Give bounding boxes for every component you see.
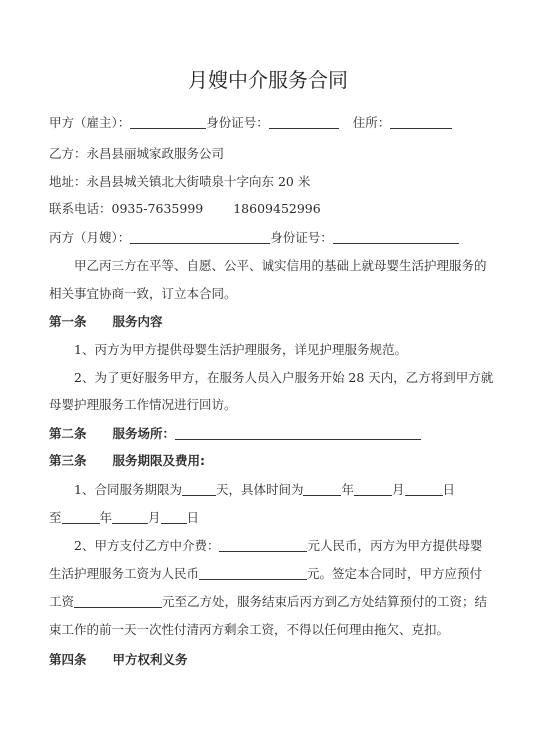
article-4-heading: [49, 652, 188, 668]
article-2-title: 服务场所：: [112, 426, 176, 441]
article-3-item-1-line-2: [49, 510, 199, 526]
party-a-address-label: 住所：: [352, 115, 391, 130]
party-b-address: 地址：永昌县城关镇北大街啧泉十字向东 20 米: [49, 174, 311, 189]
agency-fee-text-b: 元人民币，丙方为甲方提供母婴: [307, 538, 483, 553]
term-days-blank: [182, 482, 216, 496]
end-day-text: 日: [186, 510, 200, 525]
party-a-id-blank: [269, 115, 339, 129]
party-b-phone-line: [49, 201, 321, 217]
phone-number-2: 18609452996: [233, 201, 321, 216]
start-month-blank: [354, 482, 392, 496]
party-a-address-blank: [390, 115, 452, 129]
party-a-name-blank: [130, 115, 206, 129]
end-month-text: 月: [148, 510, 161, 525]
agency-fee-blank: [219, 538, 307, 552]
party-c-id-blank: [333, 230, 459, 244]
article-3-title: 服务期限及费用:: [112, 453, 206, 468]
article-4-title: 甲方权利义务: [112, 652, 188, 667]
end-month-blank: [112, 510, 148, 524]
article-2-number: 第二条: [49, 426, 87, 441]
term-text-b: 天，具体时间为: [215, 482, 304, 497]
end-year-blank: [62, 510, 100, 524]
intro-line-1: 甲乙丙三方在平等、自愿、公平、诚实信用的基础上就母婴生活护理服务的: [74, 258, 487, 273]
article-1-title: 服务内容: [112, 314, 163, 329]
party-c-label: 丙方（月嫂）：: [49, 230, 131, 245]
wage-blank: [199, 566, 307, 580]
article-1-item-2-line-1: 2、为了更好服务甲方，在服务人员入户服务开始 28 天内，乙方将到甲方就: [74, 370, 494, 385]
year-text: 年: [341, 482, 354, 497]
prepay-text: 工资: [49, 594, 75, 609]
end-day-blank: [161, 510, 187, 524]
article-2-heading: [49, 426, 421, 442]
end-year-text: 年: [99, 510, 113, 525]
article-3-item-1-line-1: [74, 482, 455, 498]
article-3-heading: [49, 453, 205, 469]
intro-line-2: 相关事宜协商一致，订立本合同。: [49, 286, 237, 301]
to-text: 至: [49, 510, 62, 525]
party-b-name: 乙方：永昌县丽城家政服务公司: [49, 146, 225, 161]
agency-fee-text: 2、甲方支付乙方中介费：: [74, 538, 220, 553]
prepay-blank: [74, 594, 162, 608]
wage-text: 生活护理服务工资为人民币: [49, 566, 200, 581]
article-3-item-2-line-4: 束工作的前一天一次性付清丙方剩余工资，不得以任何理由拖欠、克扣。: [49, 622, 450, 637]
party-a-label: 甲方（雇主）：: [49, 115, 131, 130]
term-text-a: 1、合同服务期限为: [74, 482, 182, 497]
party-a-line: [49, 115, 452, 131]
party-c-name-blank: [130, 230, 270, 244]
wage-text-b: 元。签定本合同时，甲方应预付: [307, 566, 483, 581]
start-year-blank: [303, 482, 341, 496]
party-a-id-label: 身份证号：: [206, 115, 269, 130]
party-c-line: [49, 230, 459, 246]
prepay-text-b: 元至乙方处，服务结束后丙方到乙方处结算预付的工资；结: [162, 594, 488, 609]
phone-label: 联系电话：: [49, 201, 112, 216]
phone-number-1: 0935-7635999: [111, 201, 204, 216]
article-1-number: 第一条: [49, 314, 87, 329]
document-title: 月嫂中介服务合同: [188, 68, 348, 92]
article-3-number: 第三条: [49, 453, 87, 468]
day-text: 日: [442, 482, 456, 497]
party-c-id-label: 身份证号：: [270, 230, 333, 245]
article-4-number: 第四条: [49, 652, 87, 667]
article-1-item-1: 1、丙方为甲方提供母婴生活护理服务，详见护理服务规范。: [74, 342, 407, 357]
article-3-item-2-line-1: [74, 538, 482, 554]
article-3-item-2-line-3: [49, 594, 487, 610]
service-location-blank: [175, 426, 421, 440]
article-1-heading: [49, 314, 163, 330]
article-1-item-2-line-2: 母婴护理服务工作情况进行回访。: [49, 397, 237, 412]
month-text: 月: [392, 482, 405, 497]
article-3-item-2-line-2: [49, 566, 482, 582]
start-day-blank: [405, 482, 443, 496]
